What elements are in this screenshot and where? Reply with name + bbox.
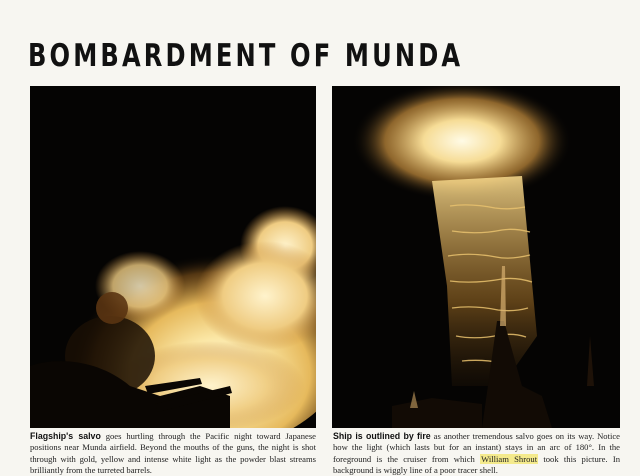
flagship-salvo-photo <box>30 86 316 428</box>
page-title: BOMBARDMENT OF MUNDA <box>28 38 464 74</box>
caption-lead-flagship: Flagship's salvo <box>30 431 101 441</box>
ship-outlined-image <box>332 86 620 428</box>
caption-lead-ship: Ship is outlined by fire <box>333 431 431 441</box>
caption-text-ship-1: as another tremendous salvo goes on its way. Notice how the light (which lasts but for an instant) stays in an arc of 180°. In the foreground is the cruiser from which <box>333 431 620 464</box>
caption-text-ship-2: took this picture. In background is wiggly line of a poor tracer shell. <box>333 453 620 475</box>
ship-outlined-caption <box>333 431 620 476</box>
caption-text-flagship: goes hurtling through the Pacific night toward Japanese positions near Munda airfield. Beyond the mouths of the guns, the night is shot through with gold, yellow and intense white light as the powder blast streams brilliantly from the turreted barrels. <box>30 431 316 475</box>
photographer-credit: William Shrout <box>481 453 538 464</box>
flagship-salvo-image <box>30 86 316 428</box>
ship-outlined-photo <box>332 86 620 428</box>
flagship-salvo-caption <box>30 431 316 476</box>
